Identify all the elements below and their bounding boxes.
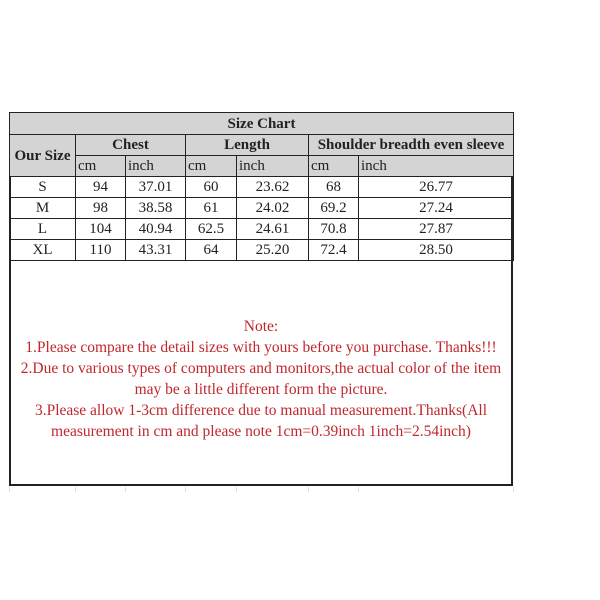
value-cell: 94 — [76, 177, 126, 198]
our-size-header: Our Size — [10, 135, 76, 177]
note-line-3: 3.Please allow 1-3cm difference due to manual measurement.Thanks(All measurement in cm and please note 1cm=0.39inch 1inch=2.54inch) — [34, 402, 488, 440]
table-row — [10, 198, 514, 219]
value-cell: 24.02 — [237, 198, 309, 219]
value-cell: 61 — [186, 198, 237, 219]
value-cell: 60 — [186, 177, 237, 198]
value-cell: 37.01 — [126, 177, 186, 198]
value-cell: 62.5 — [186, 219, 237, 240]
size-cell: XL — [10, 240, 76, 261]
note-line-2: 2.Due to various types of computers and monitors,the actual color of the item may be a little different form the picture. — [20, 360, 502, 398]
grid-ticks — [0, 487, 600, 493]
value-cell: 28.50 — [359, 240, 514, 261]
value-cell: 40.94 — [126, 219, 186, 240]
unit-header: inch — [237, 156, 309, 177]
size-chart-table — [9, 112, 514, 261]
value-cell: 27.87 — [359, 219, 514, 240]
value-cell: 68 — [309, 177, 359, 198]
value-cell: 43.31 — [126, 240, 186, 261]
value-cell: 26.77 — [359, 177, 514, 198]
value-cell: 24.61 — [237, 219, 309, 240]
value-cell: 70.8 — [309, 219, 359, 240]
unit-header: cm — [309, 156, 359, 177]
table-row — [10, 177, 514, 198]
note-line-1: 1.Please compare the detail sizes with yours before you purchase. Thanks!!! — [25, 339, 497, 356]
value-cell: 25.20 — [237, 240, 309, 261]
value-cell: 98 — [76, 198, 126, 219]
size-cell: S — [10, 177, 76, 198]
value-cell: 104 — [76, 219, 126, 240]
value-cell: 110 — [76, 240, 126, 261]
chest-header: Chest — [76, 135, 186, 156]
size-cell: L — [10, 219, 76, 240]
note-section — [11, 266, 511, 484]
value-cell: 69.2 — [309, 198, 359, 219]
length-header: Length — [186, 135, 309, 156]
value-cell: 38.58 — [126, 198, 186, 219]
size-cell: M — [10, 198, 76, 219]
note-heading: Note: — [243, 318, 279, 335]
value-cell: 23.62 — [237, 177, 309, 198]
table-row — [10, 219, 514, 240]
unit-header: inch — [359, 156, 514, 177]
chart-title: Size Chart — [10, 113, 514, 135]
value-cell: 27.24 — [359, 198, 514, 219]
value-cell: 72.4 — [309, 240, 359, 261]
unit-header: cm — [186, 156, 237, 177]
unit-header: cm — [76, 156, 126, 177]
table-row — [10, 240, 514, 261]
value-cell: 64 — [186, 240, 237, 261]
unit-header: inch — [126, 156, 186, 177]
shoulder-header: Shoulder breadth even sleeve — [309, 135, 514, 156]
